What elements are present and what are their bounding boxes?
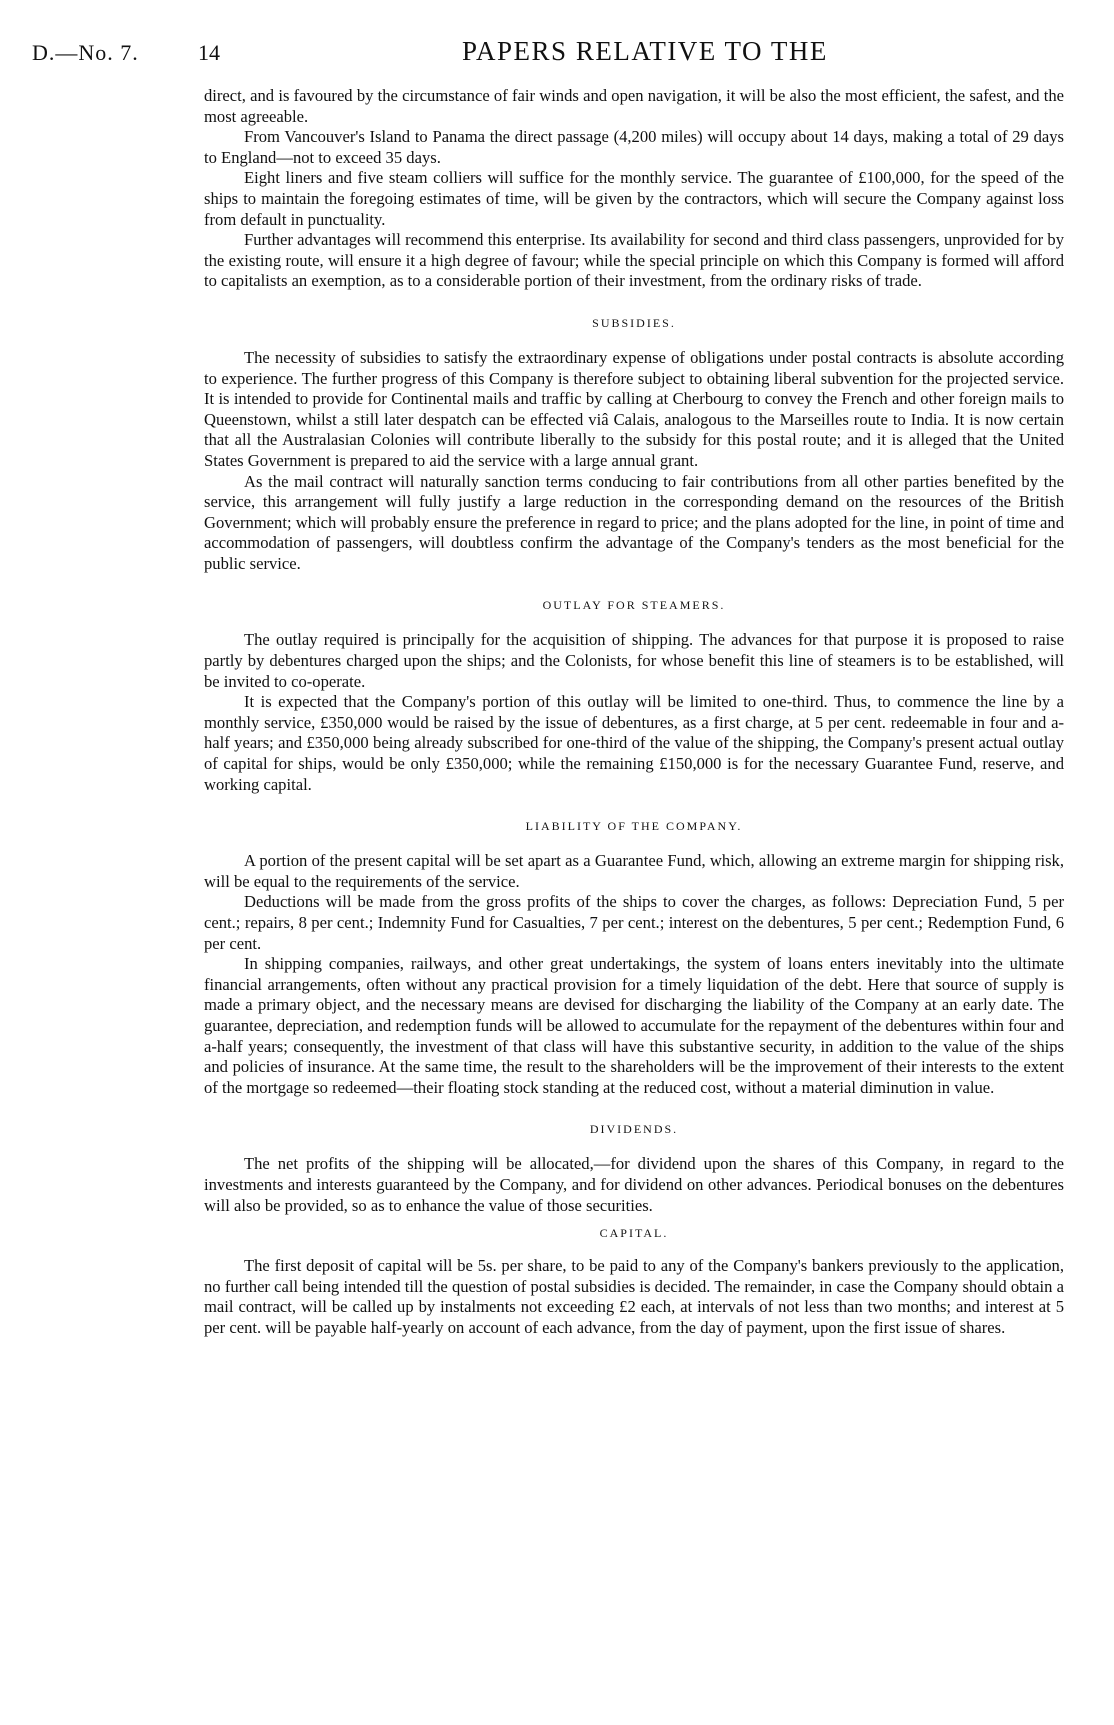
paragraph: direct, and is favoured by the circumstance of fair winds and open navigation, it will be also the most efficient, the safest, and the most agreeable.	[204, 86, 1064, 126]
paragraph: The outlay required is principally for the acquisition of shipping. The advances for that purpose it is proposed to raise partly by debentures charged upon the ships; and the Colonists, for whose benefit this line of steamers is to be established, will be invited to co-operate.	[204, 630, 1064, 691]
paragraph: The net profits of the shipping will be allocated,—for dividend upon the shares of this Company, in regard to the investments and interests guaranteed by the Company, and for dividend on other advances. Periodical bonuses on the debentures will also be provided, so as to enhance the value of those securities.	[204, 1154, 1064, 1215]
paragraph: The necessity of subsidies to satisfy the extraordinary expense of obligations under postal contracts is absolute according to experience. The further progress of this Company is therefore subject to obtaining liberal subvention for the projected service. It is intended to provide for Continental mails and traffic by calling at Cherbourg to convey the French and other foreign mails to Queenstown, whilst a still later despatch can be effected viâ Calais, analogous to the Marseilles route to India. It is now certain that all the Australasian Colonies will contribute liberally to the subsidy for this postal route; and it is alleged that the United States Government is prepared to aid the service with a large annual grant.	[204, 347, 1064, 470]
section-subsidies	[204, 316, 1064, 575]
section-heading: OUTLAY FOR STEAMERS.	[542, 598, 726, 613]
section-heading: LIABILITY OF THE COMPANY.	[525, 819, 743, 834]
page-header	[32, 36, 1082, 70]
paragraph: As the mail contract will naturally sanction terms conducing to fair contributions from all other parties benefited by the service, this arrangement will fully justify a large reduction in the corresponding demand on the resources of the British Government; which will probably ensure the preference in regard to price; and the plans adopted for the line, in point of time and accommodation of passengers, will doubtless confirm the advantage of the Company's tenders as the most beneficial for the public service.	[204, 471, 1064, 573]
paragraph: A portion of the present capital will be set apart as a Guarantee Fund, which, allowing an extreme margin for shipping risk, will be equal to the requirements of the service.	[204, 851, 1064, 891]
section-heading: DIVIDENDS.	[589, 1122, 679, 1137]
paragraph: Further advantages will recommend this enterprise. Its availability for second and third class passengers, unprovided for by the existing route, will ensure it a high degree of favour; while the special principle on which this Company is formed will afford to capitalists an exemption, as to a considerable portion of their investment, from the ordinary risks of trade.	[204, 230, 1064, 291]
running-head: PAPERS RELATIVE TO THE	[462, 36, 828, 66]
document-reference: D.—No. 7.	[32, 40, 139, 65]
page-number: 14	[198, 40, 220, 65]
paragraph: The first deposit of capital will be 5s. per share, to be paid to any of the Company's bankers previously to the application, no further call being intended till the question of postal subsidies is decided. The remainder, in case the Company should obtain a mail contract, will be called up by instalments not exceeding £2 each, at intervals of not less than two months; and interest at 5 per cent. will be payable half-yearly on account of each advance, from the day of payment, upon the first issue of shares.	[204, 1256, 1064, 1337]
section-dividends	[204, 1122, 1064, 1216]
body-text	[204, 86, 1064, 1339]
section-liability	[204, 819, 1064, 1098]
section-heading: SUBSIDIES.	[592, 315, 676, 330]
paragraph: From Vancouver's Island to Panama the direct passage (4,200 miles) will occupy about 14 days, making a total of 29 days to England—not to exceed 35 days.	[204, 127, 1064, 167]
section-intro	[204, 86, 1064, 292]
paragraph: Eight liners and five steam colliers will suffice for the monthly service. The guarantee of £100,000, for the speed of the ships to maintain the foregoing estimates of time, will be given by the contractors, which will secure the Company against loss from default in punctuality.	[204, 168, 1064, 229]
section-heading: CAPITAL.	[599, 1226, 669, 1241]
paragraph: In shipping companies, railways, and other great undertakings, the system of loans enters inevitably into the ultimate financial arrangements, often without any practical provision for a timely liquidation of the debt. Here that source of supply is made a primary object, and the necessary means are devised for discharging the liability of the Company at an early date. The guarantee, depreciation, and redemption funds will be allowed to accumulate for the repayment of the debentures within four and a-half years; consequently, the investment of that class will have this substantive security, in addition to the value of the ships and policies of insurance. At the same time, the result to the shareholders will be the improvement of their interests to the extent of the mortgage so redeemed—their floating stock standing at the reduced cost, without a material diminution in value.	[204, 954, 1064, 1097]
paragraph: It is expected that the Company's portion of this outlay will be limited to one-third. Thus, to commence the line by a monthly service, £350,000 would be raised by the issue of debentures, as a first charge, at 5 per cent. redeemable in four and a-half years; and £350,000 being already subscribed for one-third of the value of the shipping, the Company's present actual outlay of capital for ships, would be only £350,000; while the remaining £150,000 is for the necessary Guarantee Fund, reserve, and working capital.	[204, 692, 1064, 794]
section-outlay-for-steamers	[204, 598, 1064, 795]
section-capital	[204, 1226, 1064, 1338]
paragraph: Deductions will be made from the gross profits of the ships to cover the charges, as follows: Depreciation Fund, 5 per cent.; repairs, 8 per cent.; Indemnity Fund for Casualties, 7 per cent.; interest on the debentures, 5 per cent.; Redemption Fund, 6 per cent.	[204, 892, 1064, 953]
